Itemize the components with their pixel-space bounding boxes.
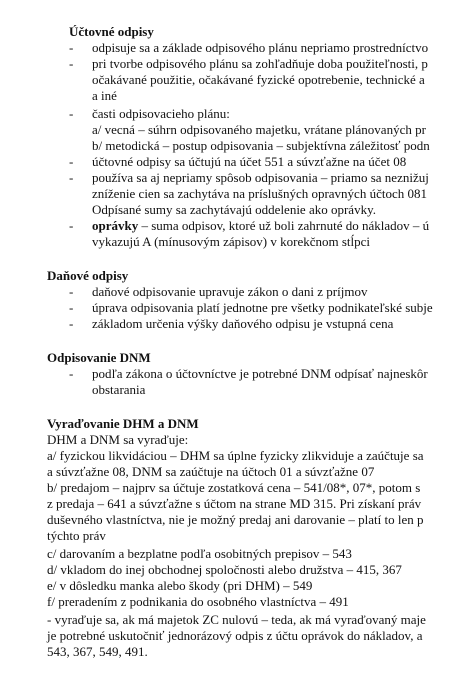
text-line: - vyraďuje sa, ak má majetok ZC nulovú – teda, ak má vyraďovaný maje xyxy=(47,612,426,627)
bullet-dash: - xyxy=(69,170,74,185)
text-line: b/ metodická – postup odpisovania – subjektívna záležitosť podn xyxy=(92,138,430,153)
term-opravky: oprávky xyxy=(92,218,139,233)
heading-danove-odpisy: Daňové odpisy xyxy=(47,268,129,283)
text-line: Odpísané sumy sa zachytávajú oddelenie ako oprávky. xyxy=(92,202,376,217)
text-line: podľa zákona o účtovníctve je potrebné DNM odpísať najneskôr xyxy=(92,366,428,381)
bullet-dash: - xyxy=(69,300,74,315)
heading-uctovne-odpisy: Účtovné odpisy xyxy=(69,24,154,39)
bullet-dash: - xyxy=(69,106,74,121)
text-line: časti odpisovacieho plánu: xyxy=(92,106,230,121)
text-line: účtovné odpisy sa účtujú na účet 551 a súvzťažne na účet 08 xyxy=(92,154,407,169)
bullet-dash: - xyxy=(69,56,74,71)
text-line: DHM a DNM sa vyraďuje: xyxy=(47,432,189,447)
text-line: odpisuje sa a základe odpisového plánu nepriamo prostredníctvo xyxy=(92,40,429,55)
text-line: vykazujú A (mínusovým zápisov) v korekčnom stĺpci xyxy=(92,234,371,249)
bullet-dash: - xyxy=(69,316,74,331)
text-line: daňové odpisovanie upravuje zákon o dani z príjmov xyxy=(92,284,368,299)
heading-odpisovanie-dnm: Odpisovanie DNM xyxy=(47,350,151,365)
bullet-dash: - xyxy=(69,154,74,169)
text-line: duševného vlastníctva, nie je možný predaj ani darovanie – platí to len p xyxy=(47,512,424,527)
bullet-dash: - xyxy=(69,284,74,299)
bullet-dash: - xyxy=(69,218,74,233)
text-line: očakávané použitie, očakávané fyzické opotrebenie, technické a xyxy=(92,72,425,87)
text-line: pri tvorbe odpisového plánu sa zohľadňuje doba použiteľnosti, p xyxy=(92,56,428,71)
bullet-dash: - xyxy=(69,366,74,381)
text-line: používa sa aj nepriamy spôsob odpisovania – priamo sa neznižuj xyxy=(92,170,429,185)
text-line: obstarania xyxy=(92,382,146,397)
text-line: týchto práv xyxy=(47,528,106,543)
bullet-dash: - xyxy=(69,40,74,55)
text-line: je potrebné uskutočniť jednorázový odpis z účtu oprávok do nákladov, a xyxy=(47,628,423,643)
text-line: základom určenia výšky daňového odpisu je vstupná cena xyxy=(92,316,394,331)
text-line: a iné xyxy=(92,88,117,103)
text-line: a/ vecná – súhrn odpisovaného majetku, vrátane plánovaných pr xyxy=(92,122,426,137)
text-line: a súvzťažne 08, DNM sa zaúčtuje na účtoch 01 a súvzťažne 07 xyxy=(47,464,375,479)
heading-vyradovanie: Vyraďovanie DHM a DNM xyxy=(47,416,199,431)
text-line: c/ darovaním a bezplatne podľa osobitných prepisov – 543 xyxy=(47,546,352,561)
text-line: d/ vkladom do inej obchodnej spoločnosti alebo družstva – 415, 367 xyxy=(47,562,402,577)
text-line: z predaja – 641 a súvzťažne s účtom na strane MD 315. Pri získaní práv xyxy=(47,496,422,511)
text-line: a/ fyzickou likvidáciou – DHM sa úplne fyzicky zlikviduje a zaúčtuje sa xyxy=(47,448,424,463)
term-definition: – suma odpisov, ktoré už boli zahrnuté do nákladov – ú xyxy=(138,218,430,233)
text-line: 543, 367, 549, 491. xyxy=(47,644,148,659)
text-line: úprava odpisovania platí jednotne pre všetky podnikateľské subje xyxy=(92,300,433,315)
text-line: b/ predajom – najprv sa účtuje zostatková cena – 541/08*, 07*, potom s xyxy=(47,480,421,495)
text-line: f/ preradením z podnikania do osobného vlastníctva – 491 xyxy=(47,594,349,609)
text-line xyxy=(92,218,429,234)
text-line: e/ v dôsledku manka alebo škody (pri DHM) – 549 xyxy=(47,578,313,593)
text-line: zníženie cien sa zachytáva na príslušných opravných účtoch 081 xyxy=(92,186,427,201)
